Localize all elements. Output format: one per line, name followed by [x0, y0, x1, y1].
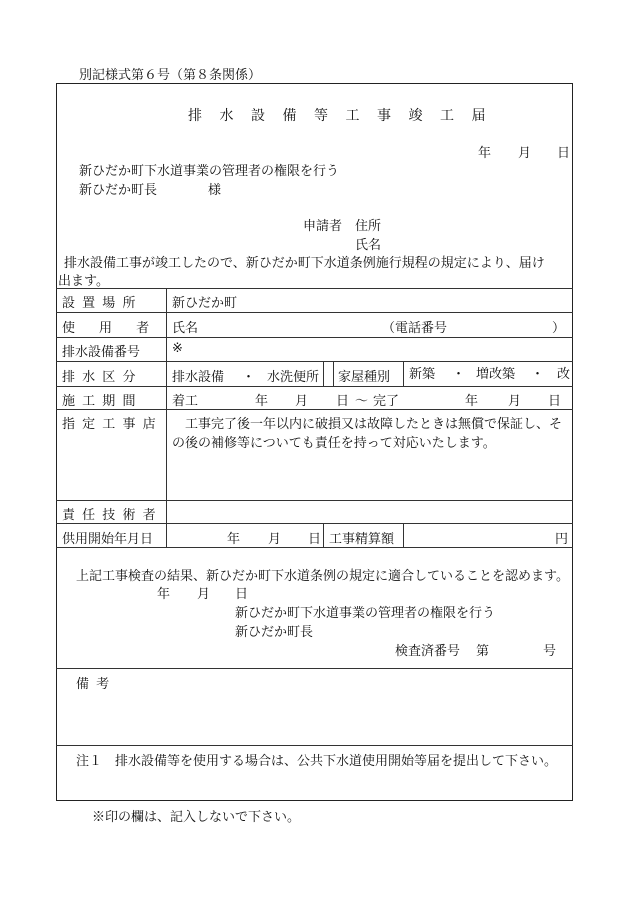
- inspection-day: 日: [235, 587, 249, 602]
- house-type-dot: ・: [531, 367, 545, 382]
- location-value: 新ひだか町: [172, 296, 238, 311]
- contractor-label: 指定工事店: [62, 417, 163, 432]
- construction-start-day: 日: [336, 394, 350, 409]
- inspection-no-suffix: 号: [543, 644, 557, 659]
- statement-line1: 排水設備工事が竣工したので、新ひだか町下水道条例施行規程の規定により、届け: [64, 256, 545, 271]
- section-line: [56, 668, 573, 669]
- construction-end-month: 月: [508, 394, 522, 409]
- user-name-label: 氏名: [172, 321, 199, 336]
- construction-end-year: 年: [465, 394, 479, 409]
- footer-note: ※印の欄は、記入しないで下さい。: [92, 810, 301, 825]
- construction-start-year: 年: [255, 394, 269, 409]
- table-line: [56, 288, 573, 289]
- house-type-label: 家屋種別: [338, 370, 391, 385]
- start-date-label: 供用開始年月日: [62, 532, 154, 547]
- location-label: 設置場所: [62, 296, 143, 311]
- house-type-options: [404, 362, 572, 385]
- equipment-no-value: ※: [172, 341, 183, 356]
- table-divider: [323, 361, 324, 386]
- table-divider: [323, 523, 324, 547]
- remarks-label: 備考: [76, 677, 117, 692]
- form-title: 排水設備等工事竣工届: [188, 108, 503, 124]
- construction-start-month: 月: [295, 394, 309, 409]
- table-line: [56, 500, 573, 501]
- usage-note: 注１ 排水設備等を使用する場合は、公共下水道使用開始等届を提出して下さい。: [76, 754, 558, 769]
- start-date-year: 年: [227, 532, 241, 547]
- drainage-option-toilet: 水洗便所: [267, 370, 320, 385]
- house-type-extension: 増改築: [476, 367, 516, 382]
- section-line: [56, 745, 573, 746]
- drainage-category-label: 排水区分: [62, 370, 143, 385]
- house-type-dot: ・: [452, 367, 466, 382]
- applicant-name-label: 氏名: [355, 238, 382, 253]
- cost-currency: 円: [555, 532, 569, 547]
- house-type-reform: 改: [557, 367, 571, 382]
- table-line: [56, 547, 573, 548]
- construction-end-label: 完了: [373, 394, 400, 409]
- date-year: 年: [478, 146, 492, 161]
- start-date-month: 月: [268, 532, 282, 547]
- cost-label: 工事精算額: [329, 532, 395, 547]
- user-label: [62, 317, 174, 336]
- inspection-authority-line2: 新ひだか町長: [235, 625, 314, 640]
- construction-end-day: 日: [548, 394, 562, 409]
- table-line: [56, 337, 573, 338]
- inspection-statement: 上記工事検査の結果、新ひだか町下水道条例の規定に適合していることを認めます。: [76, 569, 569, 584]
- equipment-no-label: 排水設備番号: [62, 345, 141, 360]
- house-type-new: 新築: [409, 367, 436, 382]
- user-phone-label: （電話番号: [382, 321, 448, 336]
- drainage-option-equipment: 排水設備: [172, 370, 225, 385]
- contractor-note-line1: 工事完了後一年以内に破損又は故障したときは無償で保証し、そ: [185, 417, 563, 432]
- inspection-year: 年: [157, 587, 171, 602]
- inspection-authority-line1: 新ひだか町下水道事業の管理者の権限を行う: [235, 606, 496, 621]
- applicant-label: 申請者: [303, 219, 343, 234]
- table-divider: [333, 361, 334, 386]
- table-line: [56, 523, 573, 524]
- drainage-dot: ・: [242, 370, 256, 385]
- date-month: 月: [518, 146, 532, 161]
- inspection-month: 月: [197, 587, 211, 602]
- form-number: 別記様式第６号（第８条関係）: [79, 68, 262, 83]
- table-line: [56, 409, 573, 410]
- applicant-address-label: 住所: [355, 219, 382, 234]
- user-phone-close: ）: [552, 321, 566, 336]
- engineer-label: 責任技術者: [62, 508, 163, 523]
- table-line: [56, 312, 573, 313]
- date-day: 日: [557, 146, 571, 161]
- construction-tilde: ～: [355, 394, 369, 409]
- inspection-no-prefix: 第: [476, 644, 490, 659]
- addressee-honorific: 様: [208, 183, 222, 198]
- construction-period-label: 施工期間: [62, 394, 143, 409]
- statement-line2: 出ます。: [58, 274, 109, 289]
- table-line: [56, 386, 573, 387]
- user-label-text: 使用者: [62, 321, 174, 336]
- contractor-note-line2: の後の補修等についても責任を持って対応いたします。: [172, 436, 496, 451]
- addressee-line2: 新ひだか町長: [79, 183, 158, 198]
- start-date-day: 日: [308, 532, 322, 547]
- table-divider: [403, 523, 404, 547]
- addressee-line1: 新ひだか町下水道事業の管理者の権限を行う: [79, 164, 340, 179]
- inspection-no-label: 検査済番号: [395, 644, 461, 659]
- construction-start-label: 着工: [172, 394, 199, 409]
